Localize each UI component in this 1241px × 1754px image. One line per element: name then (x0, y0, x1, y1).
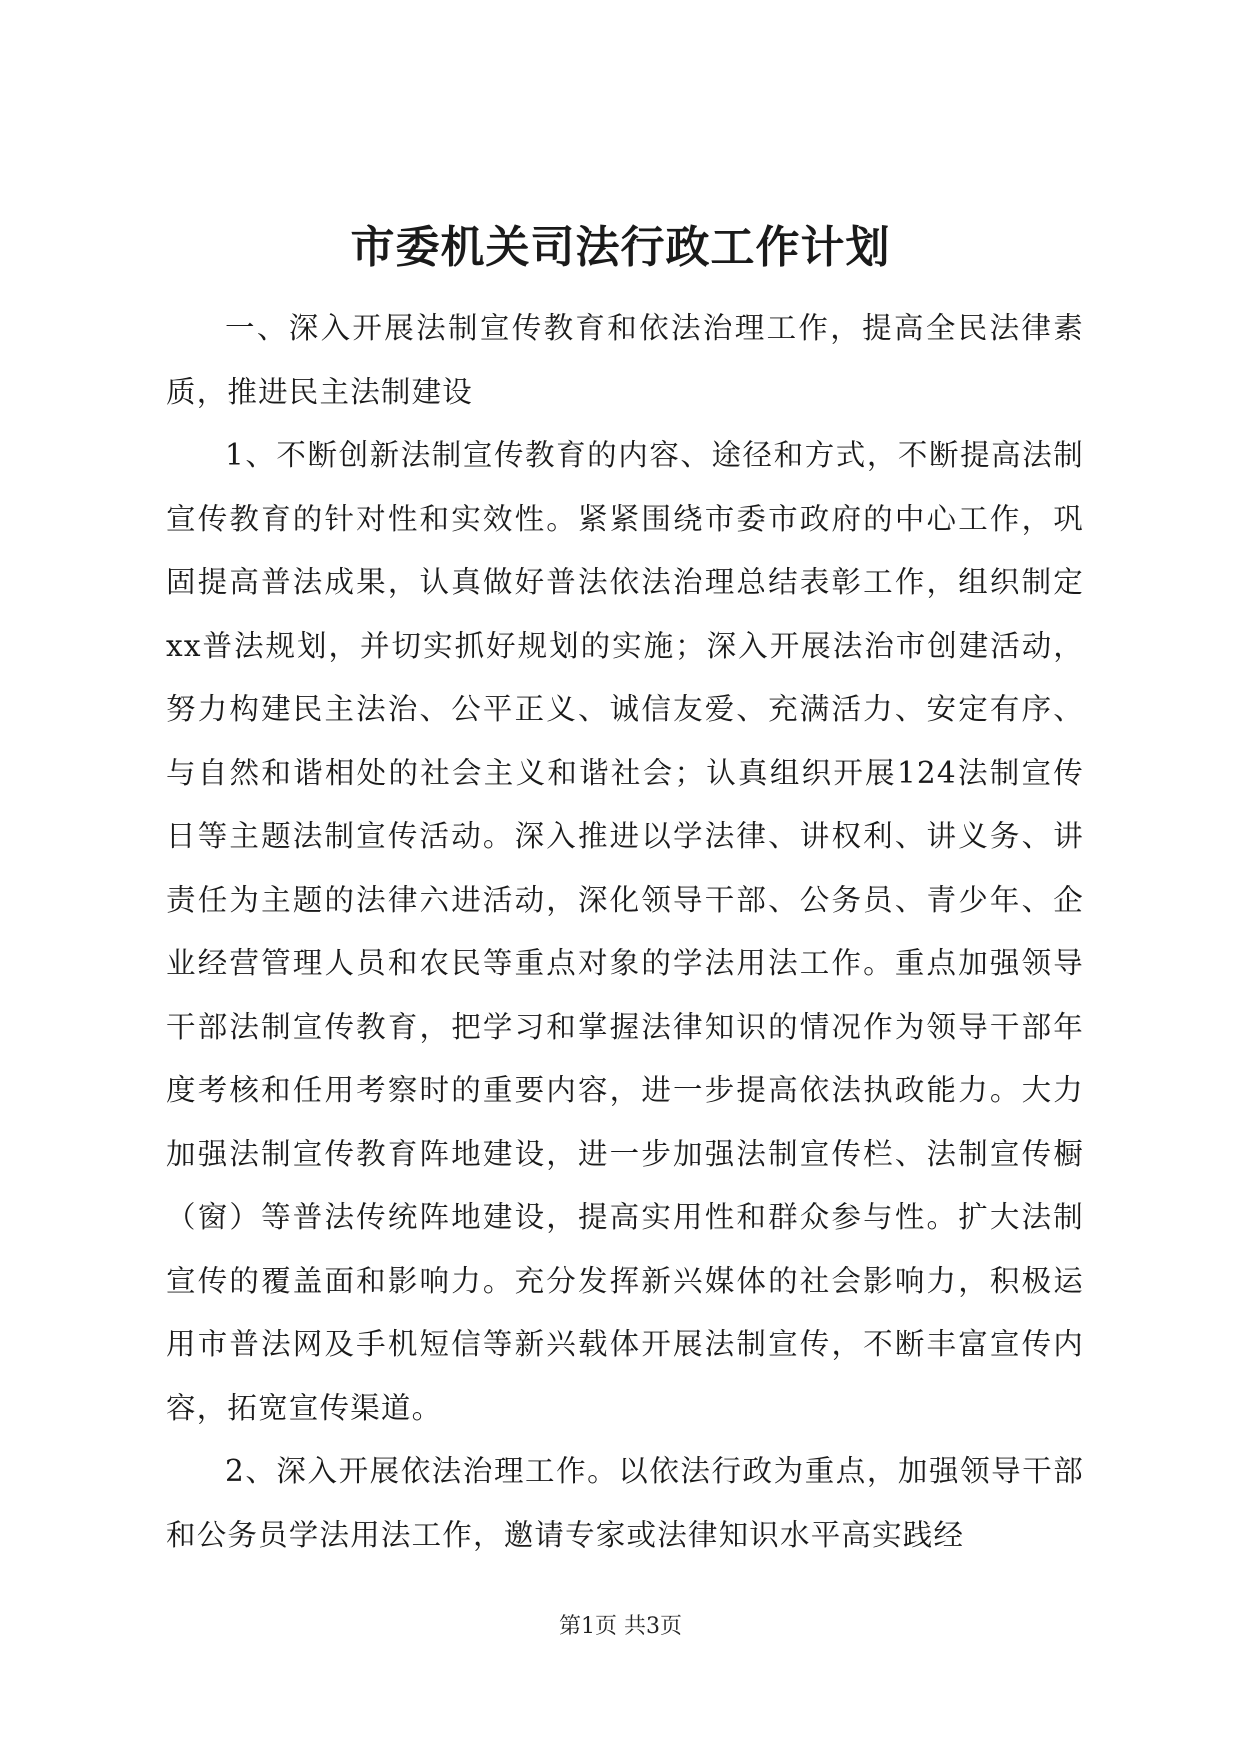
paragraph-item-2: 2、深入开展依法治理工作。以依法行政为重点，加强领导干部和公务员学法用法工作，邀请专家或法律知识水平高实践经 (166, 1454, 1084, 1552)
document-body (166, 297, 1084, 1567)
paragraph-item-1: 1、不断创新法制宣传教育的内容、途径和方式，不断提高法制宣传教育的针对性和实效性。紧紧围绕市委市政府的中心工作，巩固提高普法成果，认真做好普法依法治理总结表彰工作，组织制定xx普法规划，并切实抓好规划的实施；深入开展法治市创建活动，努力构建民主法治、公平正义、诚信友爱、充满活力、安定有序、与自然和谐相处的社会主义和谐社会；认真组织开展124法制宣传日等主题法制宣传活动。深入推进以学法律、讲权利、讲义务、讲责任为主题的法律六进活动，深化领导干部、公务员、青少年、企业经营管理人员和农民等重点对象的学法用法工作。重点加强领导干部法制宣传教育，把学习和掌握法律知识的情况作为领导干部年度考核和任用考察时的重要内容，进一步提高依法执政能力。大力加强法制宣传教育阵地建设，进一步加强法制宣传栏、法制宣传橱（窗）等普法传统阵地建设，提高实用性和群众参与性。扩大法制宣传的覆盖面和影响力。充分发挥新兴媒体的社会影响力，积极运用市普法网及手机短信等新兴载体开展法制宣传，不断丰富宣传内容，拓宽宣传渠道。 (166, 438, 1084, 1425)
page-footer: 第1页 共3页 (559, 1614, 682, 1639)
paragraph-section-heading: 一、深入开展法制宣传教育和依法治理工作，提高全民法律素质，推进民主法制建设 (166, 311, 1084, 409)
document-title: 市委机关司法行政工作计划 (350, 222, 891, 273)
